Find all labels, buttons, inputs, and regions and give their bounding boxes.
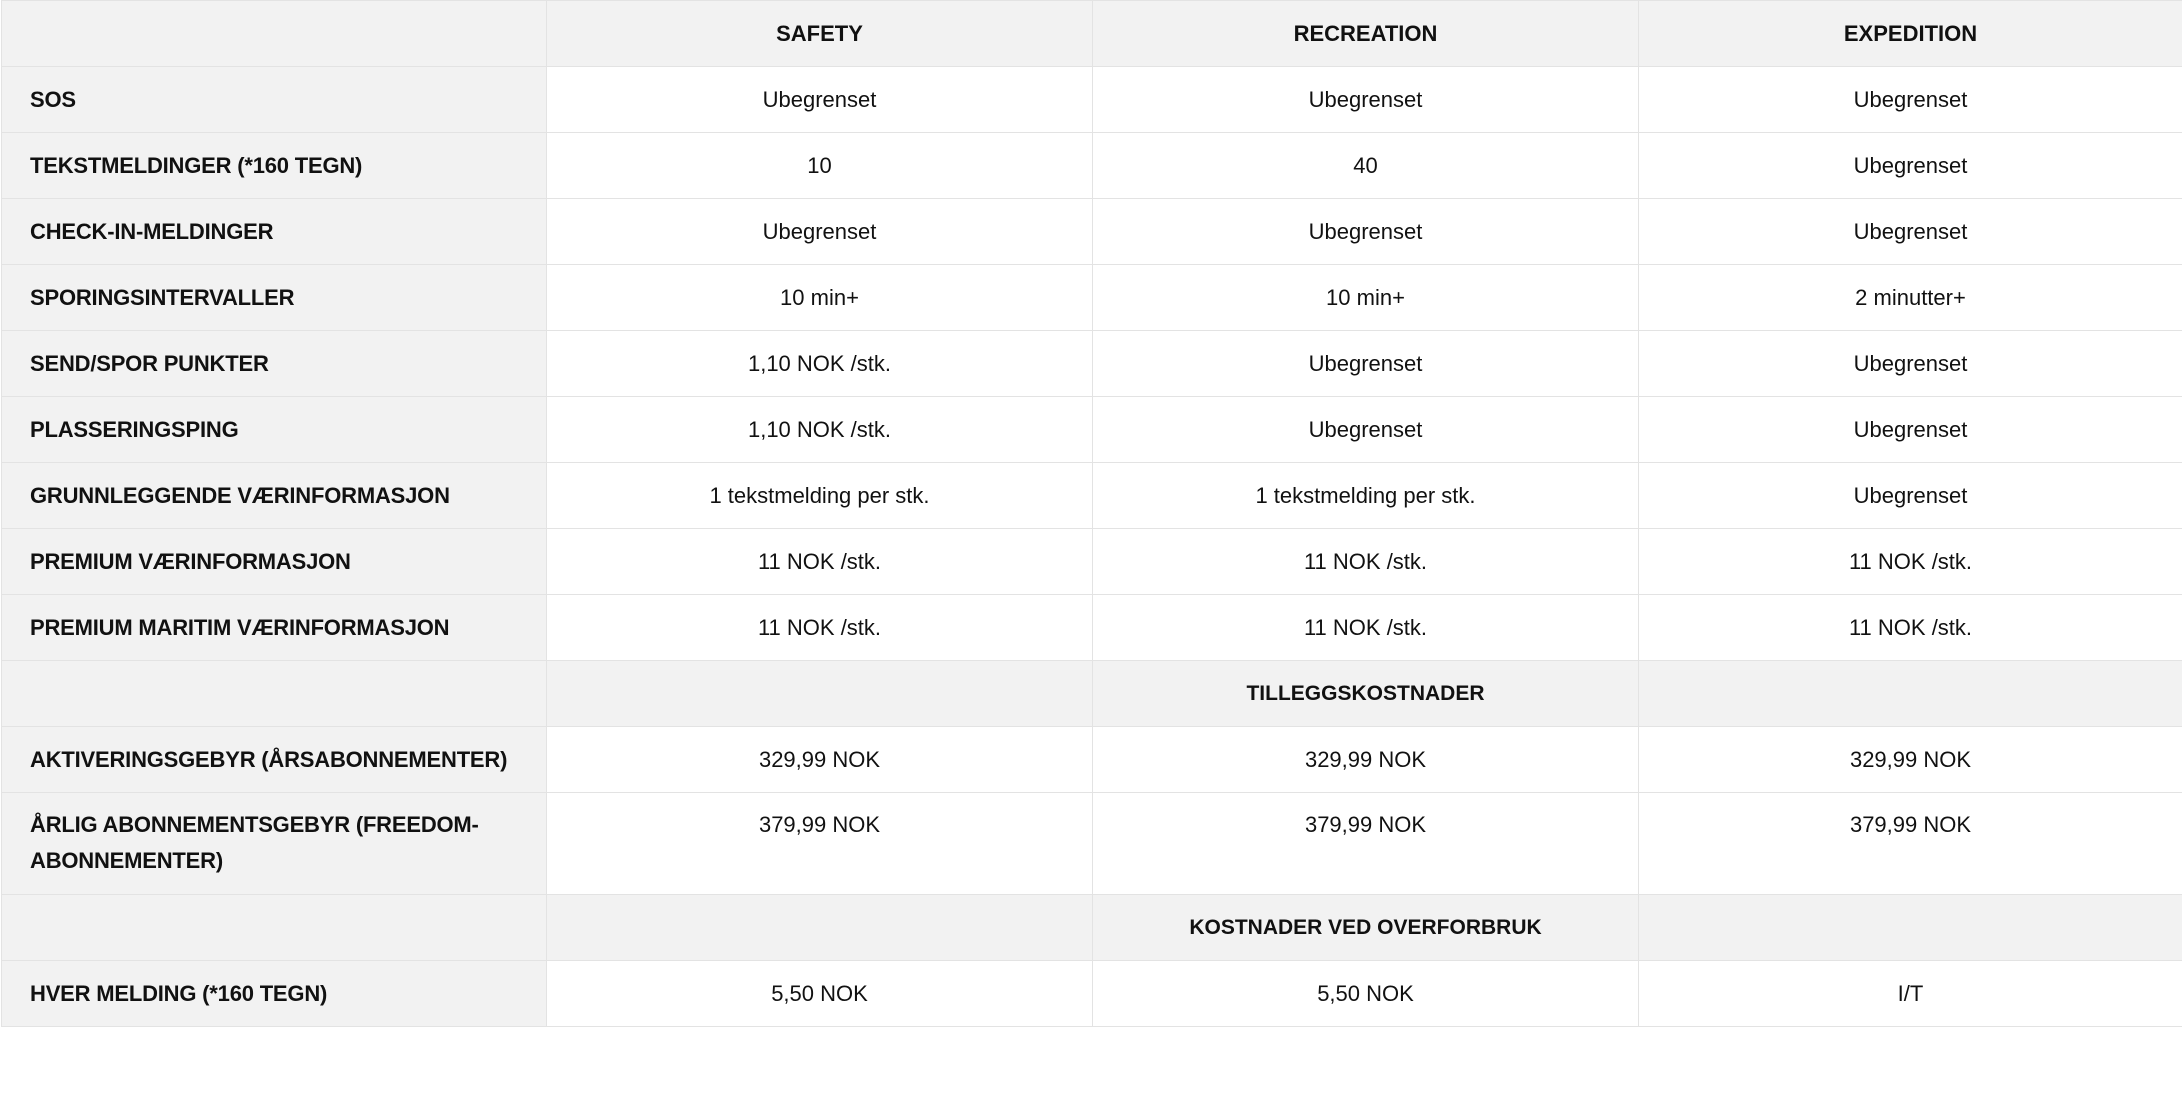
table-row <box>2 67 2182 133</box>
table-cell: 11 NOK /stk. <box>547 595 1093 661</box>
row-label: TEKSTMELDINGER (*160 TEGN) <box>2 133 547 199</box>
table-cell: 11 NOK /stk. <box>1093 595 1639 661</box>
table-cell: Ubegrenset <box>547 67 1093 133</box>
row-label: PREMIUM VÆRINFORMASJON <box>2 529 547 595</box>
table-cell: 329,99 NOK <box>1093 727 1639 793</box>
table-row <box>2 463 2182 529</box>
table-cell: 1,10 NOK /stk. <box>547 331 1093 397</box>
section-spacer-cell <box>547 661 1093 727</box>
table-header-row <box>2 1 2182 67</box>
section-spacer-cell <box>2 895 547 961</box>
table-cell: 40 <box>1093 133 1639 199</box>
table-cell: Ubegrenset <box>1639 463 2182 529</box>
row-label: SEND/SPOR PUNKTER <box>2 331 547 397</box>
table-cell: 329,99 NOK <box>547 727 1093 793</box>
table-cell: 379,99 NOK <box>547 793 1093 895</box>
table-cell: 329,99 NOK <box>1639 727 2182 793</box>
section-header-overage-costs <box>2 895 2182 961</box>
table-cell: Ubegrenset <box>1093 397 1639 463</box>
table-cell: Ubegrenset <box>1093 331 1639 397</box>
table-cell: Ubegrenset <box>1639 199 2182 265</box>
row-label: PREMIUM MARITIM VÆRINFORMASJON <box>2 595 547 661</box>
table-cell: 11 NOK /stk. <box>1093 529 1639 595</box>
table-cell: Ubegrenset <box>1639 331 2182 397</box>
table-cell: 10 min+ <box>1093 265 1639 331</box>
table-row <box>2 595 2182 661</box>
section-header-additional-costs <box>2 661 2182 727</box>
table-row <box>2 727 2182 793</box>
table-cell: 379,99 NOK <box>1093 793 1639 895</box>
table-cell: 11 NOK /stk. <box>1639 529 2182 595</box>
column-header-recreation: RECREATION <box>1093 1 1639 67</box>
plan-comparison-table <box>1 0 2182 1027</box>
row-label: SOS <box>2 67 547 133</box>
row-label: AKTIVERINGSGEBYR (ÅRSABONNEMENTER) <box>2 727 547 793</box>
table-cell: Ubegrenset <box>1093 199 1639 265</box>
table-cell: I/T <box>1639 961 2182 1027</box>
section-spacer-cell <box>547 895 1093 961</box>
table-row <box>2 793 2182 895</box>
table-cell: 1,10 NOK /stk. <box>547 397 1093 463</box>
table-cell: Ubegrenset <box>1639 397 2182 463</box>
table-cell: 10 <box>547 133 1093 199</box>
table-cell: Ubegrenset <box>1639 67 2182 133</box>
table-cell: Ubegrenset <box>547 199 1093 265</box>
row-label: CHECK-IN-MELDINGER <box>2 199 547 265</box>
section-spacer-cell <box>2 661 547 727</box>
table-cell: 11 NOK /stk. <box>547 529 1093 595</box>
table-row <box>2 961 2182 1027</box>
section-spacer-cell <box>1639 661 2182 727</box>
row-label: HVER MELDING (*160 TEGN) <box>2 961 547 1027</box>
plan-comparison <box>1 0 2182 1027</box>
table-row <box>2 265 2182 331</box>
table-cell: 1 tekstmelding per stk. <box>547 463 1093 529</box>
table-cell: 5,50 NOK <box>547 961 1093 1027</box>
column-header-safety: SAFETY <box>547 1 1093 67</box>
section-title: TILLEGGSKOSTNADER <box>1093 661 1639 727</box>
table-cell: 1 tekstmelding per stk. <box>1093 463 1639 529</box>
row-label: PLASSERINGSPING <box>2 397 547 463</box>
table-cell: 379,99 NOK <box>1639 793 2182 895</box>
table-row <box>2 133 2182 199</box>
column-header-expedition: EXPEDITION <box>1639 1 2182 67</box>
section-title: KOSTNADER VED OVERFORBRUK <box>1093 895 1639 961</box>
table-cell: Ubegrenset <box>1093 67 1639 133</box>
header-corner-cell <box>2 1 547 67</box>
section-spacer-cell <box>1639 895 2182 961</box>
table-cell: 5,50 NOK <box>1093 961 1639 1027</box>
table-row <box>2 199 2182 265</box>
table-row <box>2 529 2182 595</box>
table-row <box>2 397 2182 463</box>
table-cell: 11 NOK /stk. <box>1639 595 2182 661</box>
table-cell: 2 minutter+ <box>1639 265 2182 331</box>
row-label: GRUNNLEGGENDE VÆRINFORMASJON <box>2 463 547 529</box>
table-row <box>2 331 2182 397</box>
row-label: ÅRLIG ABONNEMENTSGEBYR (FREEDOM-ABONNEMENTER) <box>2 793 547 895</box>
table-cell: Ubegrenset <box>1639 133 2182 199</box>
table-cell: 10 min+ <box>547 265 1093 331</box>
row-label: SPORINGSINTERVALLER <box>2 265 547 331</box>
